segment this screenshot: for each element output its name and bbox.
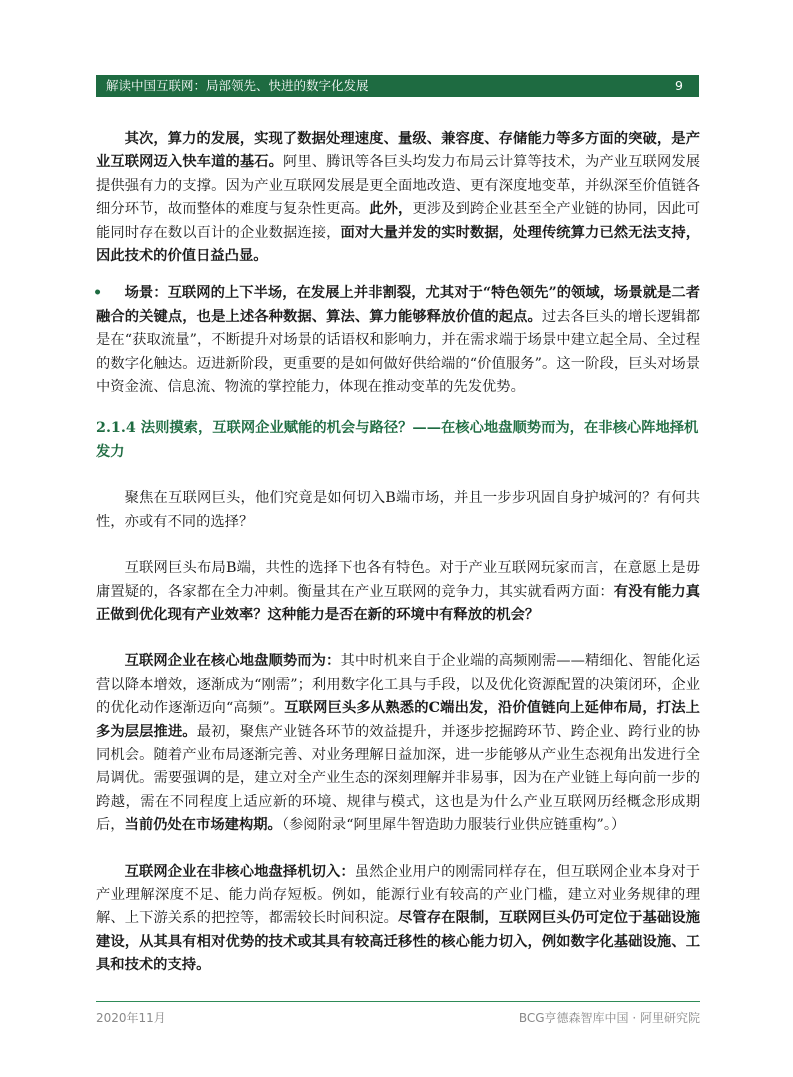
- body-text: 虽然企业用户的刚需同样存在，但互联网企业本身对于产业理解深度不足、能力尚存短板。例如，能源行业有较高的产业门槛，建立对业务规律的理解、上下游关系的把控等，都需较长时间积淀。: [96, 863, 701, 927]
- footer-source: BCG亨德森智库中国 · 阿里研究院: [518, 1011, 700, 1025]
- section-heading: 2.1.4 法则摸索，互联网企业赋能的机会与路径？——在核心地盘顺势而为，在非核心阵地择机发力: [96, 420, 699, 460]
- body-text: 阿里、腾讯等各巨头均发力布局云计算等技术，为产业互联网发展提供强有力的支撑。因为产业互联网发展是更全面地改造、更有深度地变革，并纵深至价值链各细分环节，故而整体的难度与复杂性更高。: [96, 154, 701, 218]
- bold-text: 其次，算力的发展，实现了数据处理速度、量级、兼容度、存储能力等多方面的突破，是产业互联网迈入快车道的基石。: [96, 131, 700, 171]
- bold-text: 尽管存在限制，互联网巨头仍可定位于基础设施建设，从其具有相对优势的技术或其具有较高迁移性的核心能力切入，例如数字化基础设施、工具和技术的支持。: [96, 910, 701, 974]
- footer-date: 2020年11月: [96, 1011, 166, 1025]
- bullet-item-scene: [93, 282, 701, 399]
- page-header-bar: [96, 75, 699, 97]
- paragraph-intro: [96, 487, 700, 534]
- bold-text: 互联网巨头多从熟悉的C端出发，沿价值链向上延伸布局，打法上多为层层推进。: [96, 700, 700, 740]
- footer-divider: [96, 1001, 700, 1002]
- bold-text: 互联网企业在核心地盘顺势而为：: [124, 653, 341, 670]
- body-text: 聚焦在互联网巨头，他们究竟是如何切入B端市场，并且一步步巩固自身护城河的？有何共性，亦或有不同的选择？: [96, 490, 700, 530]
- bold-text: 有没有能力真正做到优化现有产业效率？这种能力是否在新的环境中有释放的机会？: [96, 583, 701, 623]
- body-text: 互联网巨头布局B端，共性的选择下也各有特色。对于产业互联网玩家而言，在意愿上是毋庸置疑的，各家都在全力冲刺。衡量其在产业互联网的竞争力，其实就看两方面：: [96, 560, 700, 600]
- bold-text: 当前仍处在市场建构期。: [124, 817, 282, 834]
- header-title: 解读中国互联网：局部领先、快进的数字化发展: [106, 78, 369, 93]
- paragraph-non-core-territory: [96, 861, 700, 978]
- bold-text: 场景：互联网的上下半场，在发展上并非割裂，尤其对于“特色领先”的领域，场景就是二者融合的关键点，也是上述各种数据、算法、算力能够释放价值的起点。: [96, 285, 700, 325]
- main-content: [93, 128, 701, 978]
- body-text: 更涉及到跨企业甚至全产业链的协同，因此可能同时存在数以百计的企业数据连接，: [96, 201, 701, 241]
- body-text: （参阅附录“阿里犀牛智造助力服装行业供应链重构”。）: [281, 817, 626, 834]
- paragraph-compute: [96, 128, 700, 268]
- bullet-dot-icon: •: [93, 285, 103, 302]
- paragraph-core-territory: [96, 650, 700, 837]
- body-text: 最初，聚焦产业链各环节的效益提升，并逐步挖掘跨环节、跨企业、跨行业的协同机会。随着产业布局逐渐完善、对业务理解日益加深，进一步能够从产业生态视角出发进行全局调优。需要强调的是，建立对全产业生态的深刻理解并非易事，因为在产业链上每向前一步的跨越，需在不同程度上适应新的环境、规律与模式，这也是为什么产业互联网历经概念形成期后，: [96, 723, 701, 834]
- bold-text: 互联网企业在非核心地盘择机切入：: [124, 863, 355, 880]
- bold-text: 此外，: [369, 201, 413, 218]
- paragraph-scene: [96, 282, 700, 399]
- page-number: 9: [675, 78, 683, 93]
- paragraph-competition: [96, 557, 700, 627]
- bold-text: 面对大量并发的实时数据，处理传统算力已然无法支持，因此技术的价值日益凸显。: [96, 224, 701, 265]
- body-text: 过去各巨头的增长逻辑都是在“获取流量”，不断提升对场景的话语权和影响力，并在需求端于场景中建立起全局、全过程的数字化触达。迈进新阶段，更重要的是如何做好供给端的“价值服务”。这一阶段，巨头对场景中资金流、信息流、物流的掌控能力，体现在推动变革的先发优势。: [96, 308, 701, 396]
- body-text: 其中时机来自于企业端的高频刚需——精细化、智能化运营以降本增效，逐渐成为“刚需”；利用数字化工具与手段，以及优化资源配置的决策闭环，企业的优化动作逐渐迈向“高频”。: [96, 653, 701, 717]
